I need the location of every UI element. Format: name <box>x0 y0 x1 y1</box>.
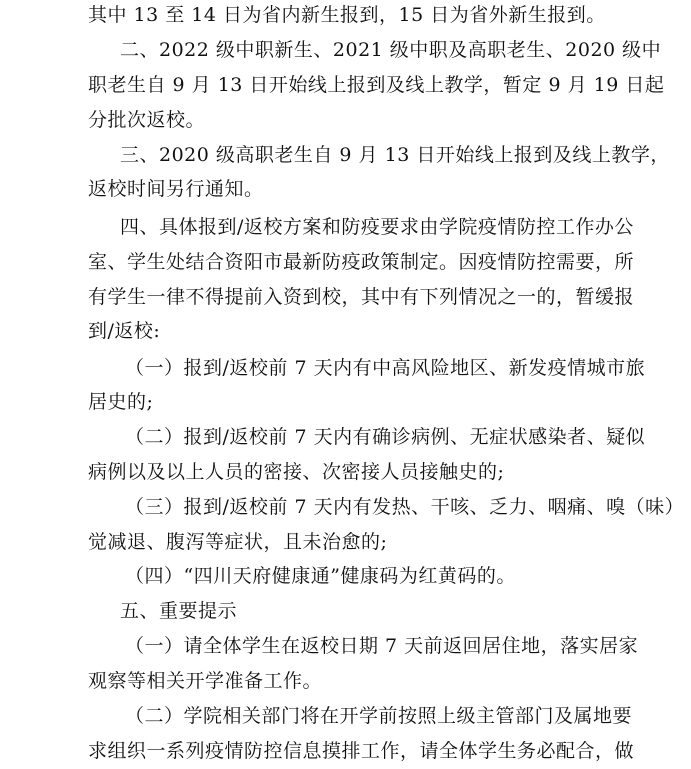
tip-2-line-2: 求组织一系列疫情防控信息摸排工作，请全体学生务必配合，做 <box>88 740 635 762</box>
section-5-heading: 五、重要提示 <box>120 600 238 622</box>
item-3-line-1: （三）报到/返校前 7 天内有发热、干咳、乏力、咽痛、嗅（味） <box>125 496 685 518</box>
item-3-line-2: 觉减退、腹泻等症状，且未治愈的; <box>88 531 388 553</box>
text-line-1: 其中 13 至 14 日为省内新生报到，15 日为省外新生报到。 <box>88 4 606 26</box>
section-3-line-1: 三、2020 级高职老生自 9 月 13 日开始线上报到及线上教学， <box>120 144 670 166</box>
section-4-line-4: 到/返校: <box>88 320 161 342</box>
item-1-line-2: 居史的; <box>88 391 154 413</box>
section-2-line-1: 二、2022 级中职新生、2021 级中职及高职老生、2020 级中 <box>120 39 662 61</box>
section-4-line-1: 四、具体报到/返校方案和防疫要求由学院疫情防控工作办公 <box>120 216 634 238</box>
item-2-line-1: （二）报到/返校前 7 天内有确诊病例、无症状感染者、疑似 <box>125 426 646 448</box>
section-4-line-2: 室、学生处结合资阳市最新防疫政策制定。因疫情防控需要，所 <box>88 251 635 273</box>
section-4-line-3: 有学生一律不得提前入资到校，其中有下列情况之一的，暂缓报 <box>88 286 635 308</box>
item-2-line-2: 病例以及以上人员的密接、次密接人员接触史的; <box>88 461 505 483</box>
section-3-line-2: 返校时间另行通知。 <box>88 178 264 200</box>
section-2-line-2: 职老生自 9 月 13 日开始线上报到及线上教学，暂定 9 月 19 日起 <box>88 74 665 96</box>
tip-1-line-2: 观察等相关开学准备工作。 <box>88 670 323 692</box>
section-2-line-3: 分批次返校。 <box>88 109 206 131</box>
item-4-line-1: （四）“四川天府健康通”健康码为红黄码的。 <box>125 565 516 587</box>
item-1-line-1: （一）报到/返校前 7 天内有中高风险地区、新发疫情城市旅 <box>125 357 646 379</box>
tip-2-line-1: （二）学院相关部门将在开学前按照上级主管部门及属地要 <box>125 705 633 727</box>
tip-1-line-1: （一）请全体学生在返校日期 7 天前返回居住地，落实居家 <box>125 635 639 657</box>
